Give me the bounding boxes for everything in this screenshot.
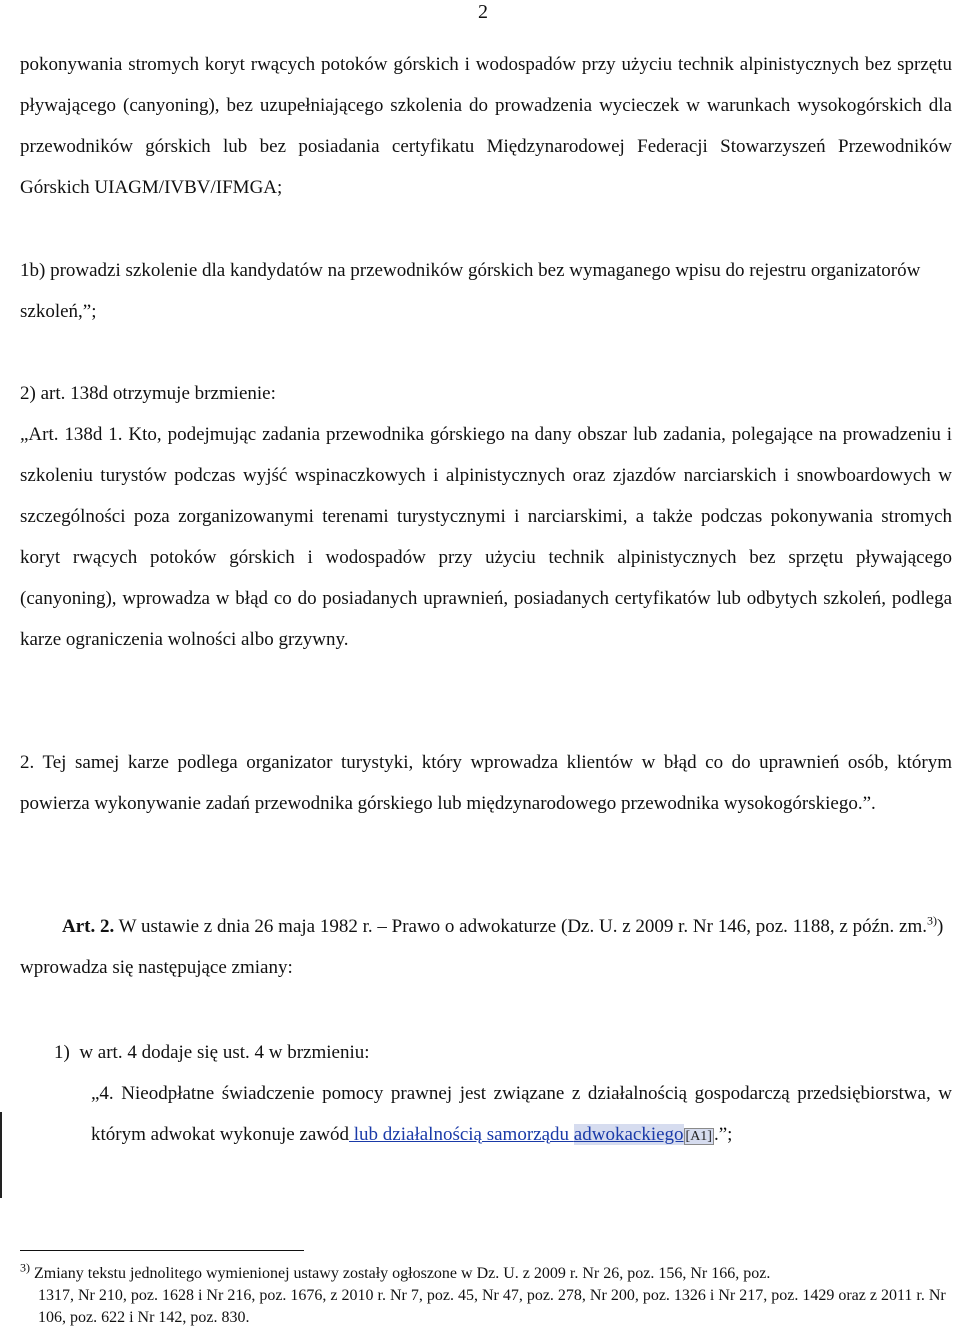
inserted-text: lub działalnością samorządu — [349, 1124, 574, 1145]
comment-marker[interactable]: [A1] — [685, 1129, 712, 1144]
list-item-1: 1) w art. 4 dodaje się ust. 4 w brzmieniu: — [54, 1042, 370, 1063]
footnote — [20, 1260, 952, 1329]
footnote-continuation: 1317, Nr 210, poz. 1628 i Nr 216, poz. 1676, z 2010 r. Nr 7, poz. 45, Nr 47, poz. 278, Nr 200, poz. 1326 i Nr 217, poz. 1429 oraz z 2011 r. Nr 106, poz. 622 i Nr 142, poz. 830. — [38, 1287, 946, 1326]
article-text: W ustawie z dnia 26 maja 1982 r. – Prawo o adwokaturze (Dz. U. z 2009 r. Nr 146, poz. 1188, z późn. zm. — [118, 916, 928, 937]
paragraph-1b: 1b) prowadzi szkolenie dla kandydatów na przewodników górskich bez wymaganego wpisu do rejestru organizatorów szkoleń,”; — [20, 260, 921, 322]
inserted-text-highlighted: adwokackiego — [573, 1124, 684, 1145]
paragraph-art-138d-intro: 2) art. 138d otrzymuje brzmienie: — [20, 383, 276, 404]
paragraph-art-138d-section-1: „Art. 138d 1. Kto, podejmując zadania przewodnika górskiego na dany obszar lub zadania, polegające na prowadzeniu i szkoleniu turystów podczas wyjść wspinaczkowych i alpinistycznych oraz zjazdów narciarskich i snowboardowych w szczególności poza zorganizowanymi terenami turystycznymi i narciarskimi, a także podczas pokonywania stromych koryt rwących potoków górskich i wodospadów przy użyciu technik alpinistycznych bez sprzętu pływającego (canyoning), wprowadza w błąd co do posiadanych uprawnień, posiadanych certyfikatów lub odbytych szkoleń, podlega karze ograniczenia wolności albo grzywny. — [20, 424, 952, 650]
page-number: 2 — [478, 1, 488, 23]
article-label: Art. 2. — [62, 916, 115, 937]
footnote-marker: 3) — [20, 1260, 30, 1275]
footnote-separator — [20, 1250, 304, 1251]
quoted-text: „4. Nieodpłatne świadczenie pomocy prawnej jest związane z działalnością gospodarczą przedsiębiorstwa, w którym adwokat wykonuje zawód — [91, 1083, 952, 1145]
article-text-end: ) wprowadza się następujące zmiany: — [20, 916, 944, 978]
paragraph-art-2 — [20, 906, 952, 988]
footnote-line-1: Zmiany tekstu jednolitego wymienionej ustawy zostały ogłoszone w Dz. U. z 2009 r. Nr 26, poz. 156, Nr 166, poz. — [30, 1265, 771, 1282]
revision-change-bar — [0, 1112, 2, 1198]
quoted-text-ending: .”; — [713, 1124, 733, 1145]
paragraph-art-138d-section-2: 2. Tej samej karze podlega organizator turystyki, który wprowadza klientów w błąd co do uprawnień osób, którym powierza wykonywanie zadań przewodnika górskiego lub międzynarodowego przewodnika wysokogórskiego.”. — [20, 752, 952, 814]
paragraph-canyoning-continuation: pokonywania stromych koryt rwących potoków górskich i wodospadów przy użyciu technik alpinistycznych bez sprzętu pływającego (canyoning), bez uzupełniającego szkolenia do prowadzenia wycieczek w warunkach wysokogórskich dla przewodników górskich lub bez posiadania certyfikatu Międzynarodowej Federacji Stowarzyszeń Przewodników Górskich UIAGM/IVBV/IFMGA; — [20, 54, 952, 198]
footnote-reference[interactable]: 3) — [927, 913, 938, 928]
quoted-amendment — [91, 1073, 952, 1157]
